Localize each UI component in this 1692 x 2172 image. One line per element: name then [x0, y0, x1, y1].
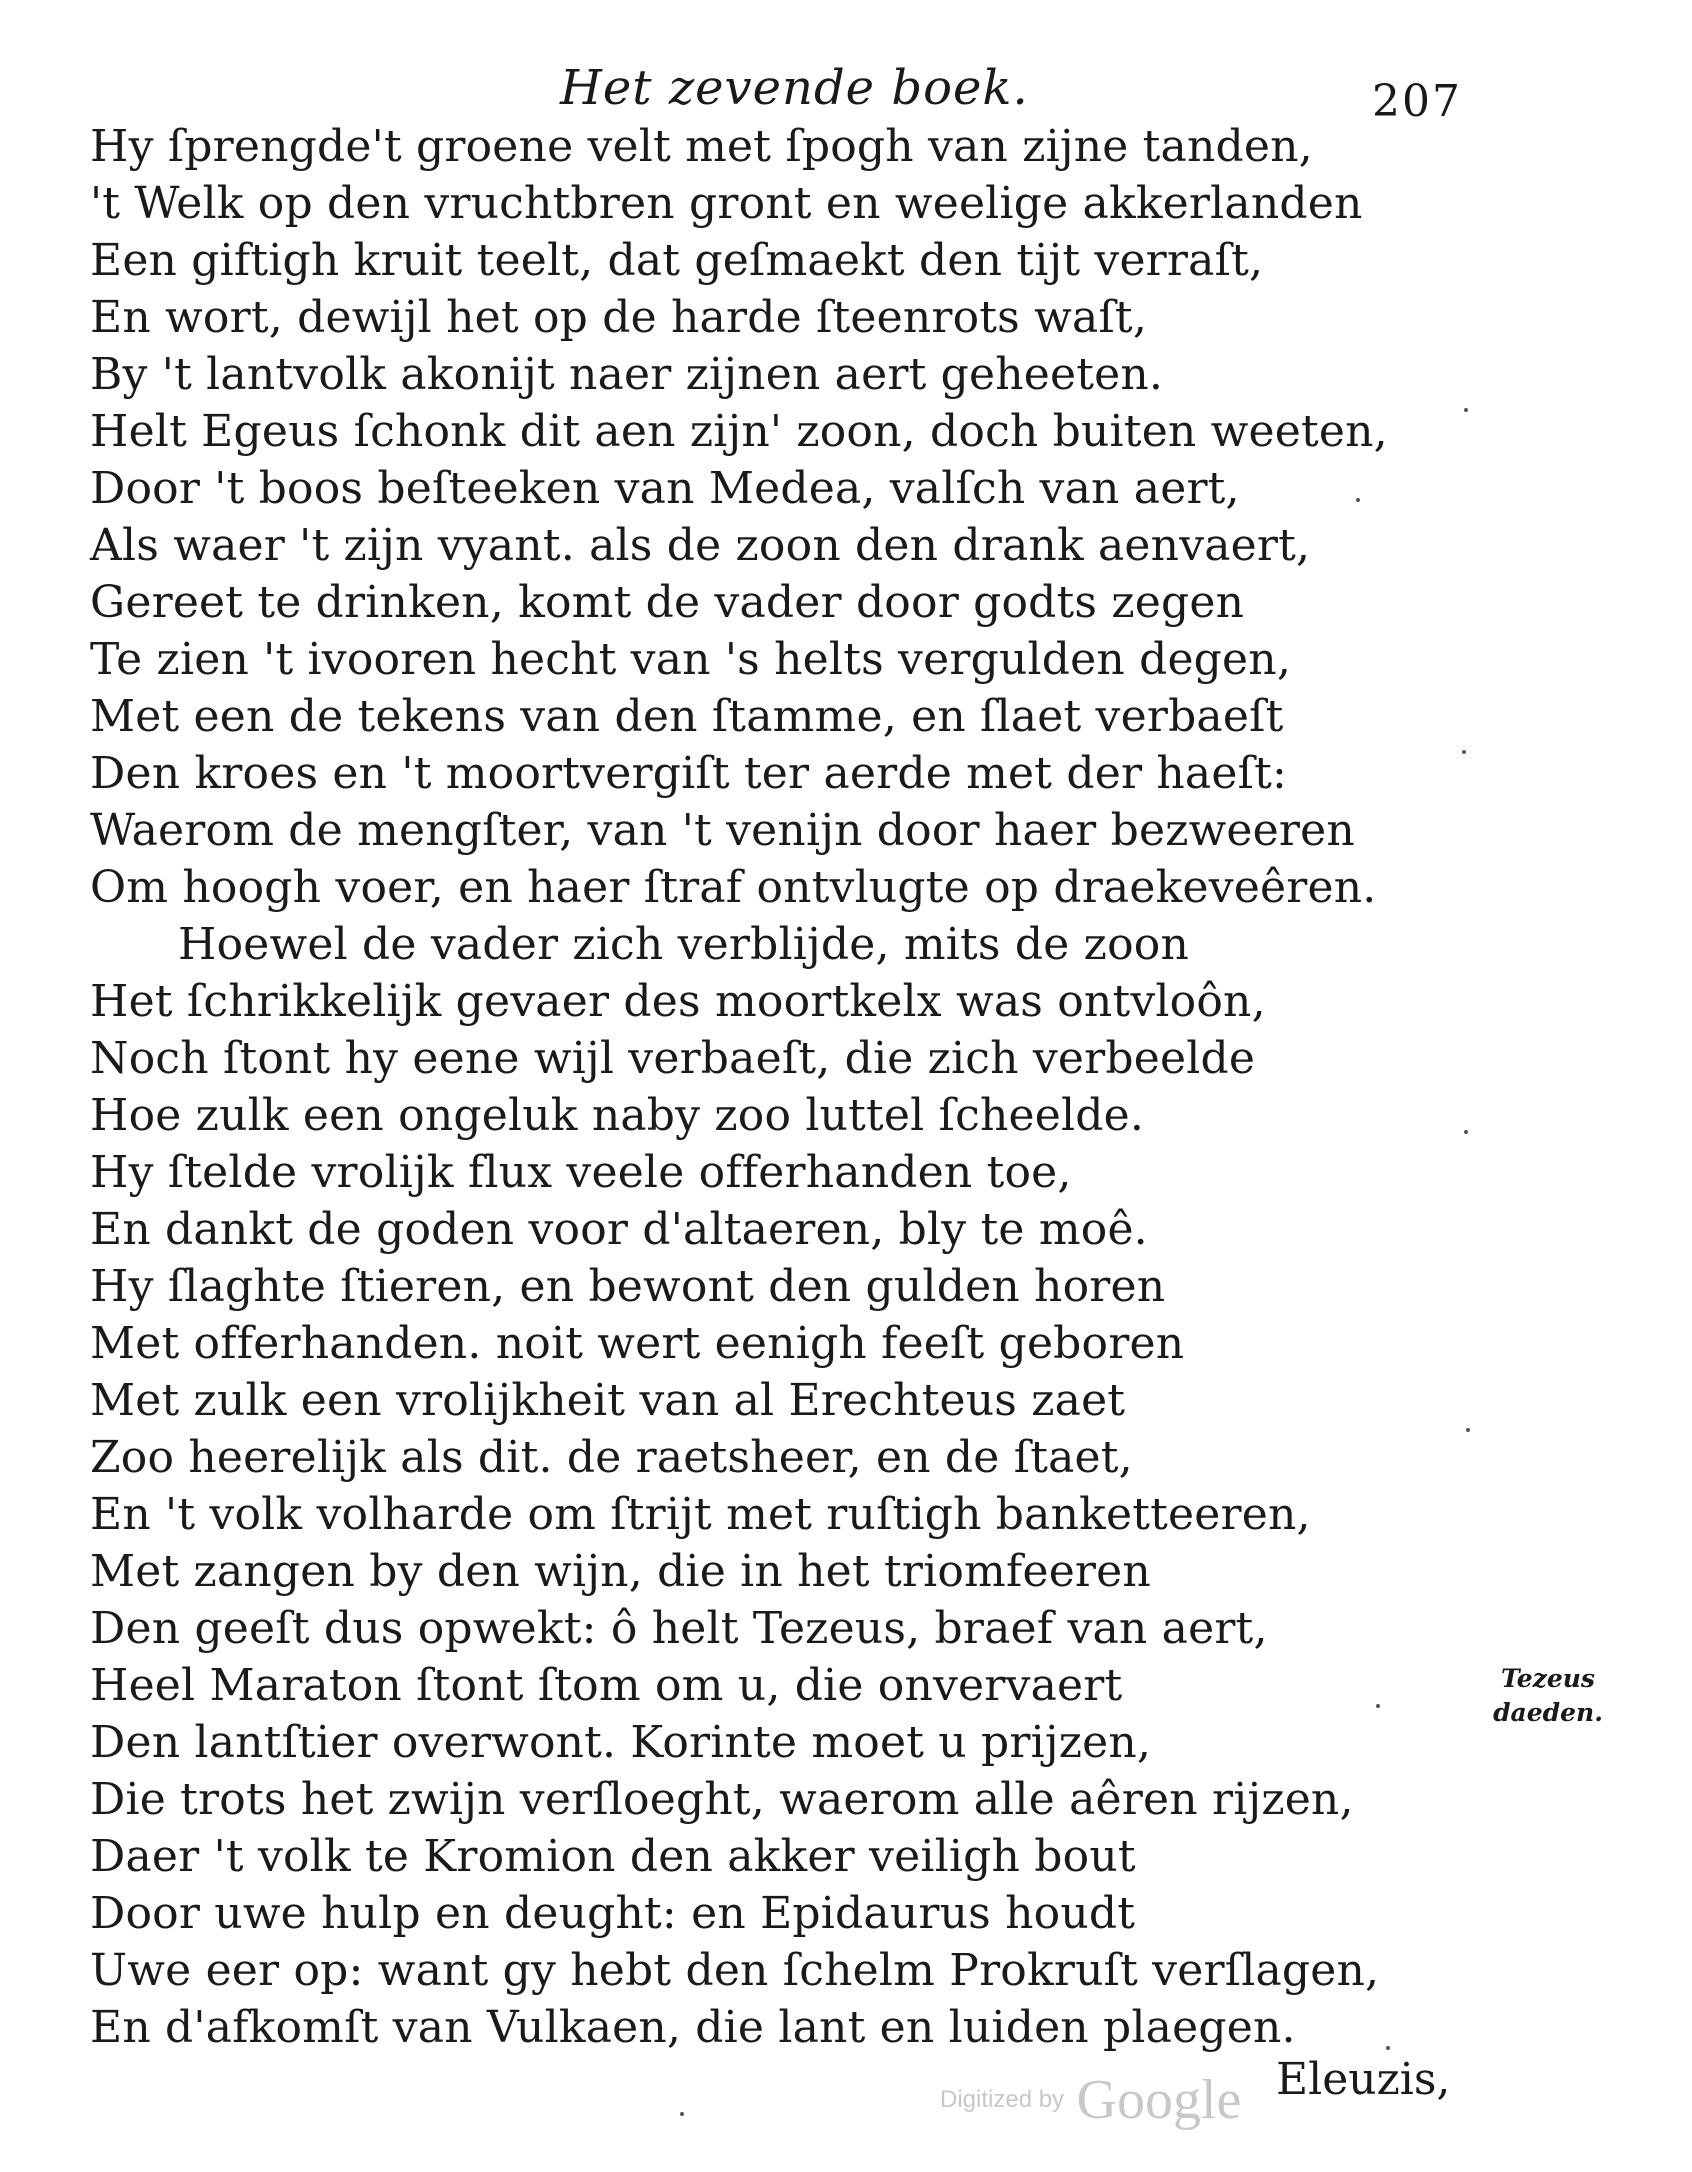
verse-line: Uwe eer op: want gy hebt den ſchelm Prokruſt verſlagen, — [90, 1945, 1380, 1996]
verse-line: Den lantſtier overwont. Korinte moet u prijzen, — [90, 1717, 1152, 1768]
verse-line: By 't lantvolk akonijt naer zijnen aert geheeten. — [90, 349, 1164, 400]
verse-line: Den kroes en 't moortvergiſt ter aerde met der haeſt: — [90, 748, 1287, 799]
verse-line: Hoe zulk een ongeluk naby zoo luttel ſcheelde. — [90, 1090, 1145, 1141]
verse-line: Door uwe hulp en deught: en Epidaurus houdt — [90, 1888, 1136, 1939]
verse-line: Met een de tekens van den ſtamme, en ſlaet verbaeſt — [90, 691, 1284, 742]
verse-line: Het ſchrikkelijk gevaer des moortkelx was ontvloôn, — [90, 976, 1266, 1027]
verse-block — [90, 118, 1450, 2056]
ink-speck — [1376, 1704, 1380, 1708]
ink-speck — [1464, 408, 1468, 412]
verse-line: Heel Maraton ſtont ſtom om u, die onvervaert — [90, 1660, 1123, 1711]
margin-note — [1468, 1662, 1628, 1730]
verse-line: Een giftigh kruit teelt, dat geſmaekt den tijt verraſt, — [90, 235, 1264, 286]
margin-note-line: Tezeus — [1501, 1664, 1595, 1693]
ink-speck — [1386, 2046, 1390, 2050]
ink-speck — [1356, 498, 1360, 502]
digitized-watermark — [940, 2068, 1241, 2132]
verse-line: Waerom de mengſter, van 't venijn door haer bezweeren — [90, 805, 1355, 856]
verse-line: Te zien 't ivooren hecht van 's helts vergulden degen, — [90, 634, 1292, 685]
verse-line: Hy ſprengde't groene velt met ſpogh van zijne tanden, — [90, 121, 1313, 172]
verse-line: Met zulk een vrolijkheit van al Erechteus zaet — [90, 1375, 1126, 1426]
verse-line: Hy ſtelde vrolijk flux veele offerhanden toe, — [90, 1147, 1072, 1198]
verse-line: Noch ſtont hy eene wijl verbaeſt, die zich verbeelde — [90, 1033, 1256, 1084]
ink-speck — [1466, 1428, 1470, 1432]
verse-line: 't Welk op den vruchtbren gront en weelige akkerlanden — [90, 178, 1363, 229]
verse-line: Als waer 't zijn vyant. als de zoon den drank aenvaert, — [90, 520, 1311, 571]
verse-line: Die trots het zwijn verſloeght, waerom alle aêren rijzen, — [90, 1774, 1354, 1825]
verse-line: Zoo heerelijk als dit. de raetsheer, en de ſtaet, — [90, 1432, 1133, 1483]
ink-speck — [680, 2112, 684, 2116]
verse-line: Om hoogh voer, en haer ſtraf ontvlugte op draekeveêren. — [90, 862, 1377, 913]
verse-line: Met offerhanden. noit wert eenigh feeſt geboren — [90, 1318, 1185, 1369]
margin-note-line: daeden. — [1493, 1698, 1603, 1727]
watermark-prefix: Digitized by — [940, 2086, 1065, 2113]
page-number: 207 — [1372, 76, 1462, 127]
ink-speck — [1464, 1130, 1468, 1134]
verse-line-indented: Hoewel de vader zich verblijde, mits de zoon — [178, 919, 1189, 970]
verse-line: Gereet te drinken, komt de vader door godts zegen — [90, 577, 1245, 628]
verse-line: Hy ſlaghte ſtieren, en bewont den gulden horen — [90, 1261, 1166, 1312]
watermark-brand-logo: Google — [1076, 2069, 1242, 2131]
verse-line: Met zangen by den wijn, die in het triomfeeren — [90, 1546, 1151, 1597]
verse-line: Den geeſt dus opwekt: ô helt Tezeus, braef van aert, — [90, 1603, 1268, 1654]
verse-line: En wort, dewijl het op de harde ſteenrots waſt, — [90, 292, 1147, 343]
verse-line: Daer 't volk te Kromion den akker veiligh bout — [90, 1831, 1136, 1882]
verse-line: En d'afkomſt van Vulkaen, die lant en luiden plaegen. — [90, 2002, 1296, 2053]
verse-line: En 't volk volharde om ſtrijt met ruſtigh banketteeren, — [90, 1489, 1311, 1540]
ink-speck — [1462, 750, 1466, 754]
catchword: Eleuzis, — [1276, 2054, 1451, 2105]
verse-line: Door 't boos beſteeken van Medea, valſch van aert, — [90, 463, 1240, 514]
running-head: Het zevende boek. — [560, 60, 1029, 116]
verse-line: Helt Egeus ſchonk dit aen zijn' zoon, doch buiten weeten, — [90, 406, 1388, 457]
verse-line: En dankt de goden voor d'altaeren, bly te moê. — [90, 1204, 1148, 1255]
